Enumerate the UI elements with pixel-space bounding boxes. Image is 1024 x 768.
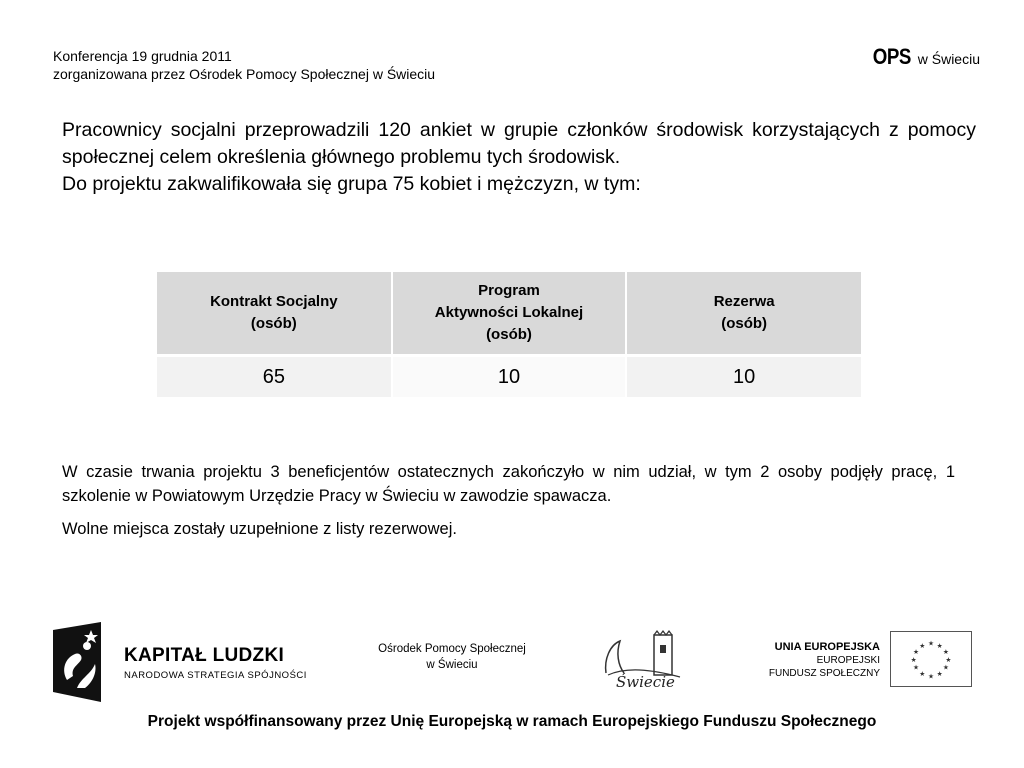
kapital-ludzki-title: KAPITAŁ LUDZKI (124, 645, 285, 666)
intro-paragraph-2: Do projektu zakwalifikowała się grupa 75 kobiet i mężczyzn, w tym: (62, 173, 641, 195)
svg-text:★: ★ (927, 639, 935, 648)
ops-footer-label (360, 641, 544, 673)
svg-text:★: ★ (913, 648, 920, 657)
header-rezerwa: Rezerwa (osób) (626, 272, 861, 356)
value-program-aktywnosci: 10 (392, 356, 627, 398)
ops-brand-place: w Świeciu (917, 51, 980, 67)
svg-text:★: ★ (919, 669, 926, 678)
eu-line-1: UNIA EUROPEJSKA (774, 641, 880, 653)
svg-text:★: ★ (936, 669, 943, 678)
kapital-ludzki-logo-icon (49, 620, 105, 702)
footer-logos (0, 615, 1024, 705)
table-header-row (157, 272, 861, 356)
value-rezerwa: 10 (626, 356, 861, 398)
eu-line-2: EUROPEJSKI (816, 655, 880, 666)
conference-header (53, 47, 435, 83)
ops-footer-line2: w Świeciu (426, 659, 478, 671)
ops-footer-line1: Ośrodek Pomocy Społecznej (378, 643, 526, 655)
svg-text:★: ★ (942, 663, 949, 672)
eu-label (760, 641, 880, 680)
cofinance-statement: Projekt współfinansowany przez Unię Europejską w ramach Europejskiego Funduszu Społecznego (147, 713, 877, 730)
conference-organizer: zorganizowana przez Ośrodek Pomocy Społecznej w Świeciu (53, 66, 436, 82)
outcome-paragraph-2: Wolne miejsca zostały uzupełnione z listy rezerwowej. (62, 520, 457, 538)
value-kontrakt-socjalny: 65 (157, 356, 392, 398)
conference-date: Konferencja 19 grudnia 2011 (53, 48, 232, 64)
outcome-paragraph-1: W czasie trwania projektu 3 beneficjentów ostatecznych zakończyło w nim udział, w tym 2 osoby podjęły pracę, 1 szkolenie w Powiatowym Urzędzie Pracy w Świeciu w zawodzie spawacza. (62, 463, 955, 505)
svg-text:★: ★ (910, 655, 917, 664)
svg-text:★: ★ (945, 655, 952, 664)
ops-brand-main: OPS (873, 44, 912, 69)
svg-text:★: ★ (936, 641, 943, 650)
header-program-aktywnosci: Program Aktywności Lokalnej (osób) (392, 272, 627, 356)
outcome-text (62, 460, 955, 550)
eu-flag-icon (890, 631, 972, 687)
svg-text:★: ★ (942, 648, 949, 657)
svg-text:★: ★ (913, 663, 920, 672)
ops-brand (866, 44, 980, 70)
header-kontrakt-socjalny: Kontrakt Socjalny (osób) (157, 272, 392, 356)
participants-table (157, 272, 861, 397)
swiecie-crest-icon (600, 629, 686, 691)
eu-line-3: FUNDUSZ SPOŁECZNY (768, 668, 880, 679)
svg-text:★: ★ (927, 672, 935, 681)
kapital-ludzki-subtitle: NARODOWA STRATEGIA SPÓJNOŚCI (124, 670, 307, 681)
table-row (157, 356, 861, 398)
svg-text:★: ★ (919, 641, 926, 650)
crest-label: Świecie (616, 673, 675, 691)
intro-text (62, 117, 976, 198)
intro-paragraph-1: Pracownicy socjalni przeprowadzili 120 ankiet w grupie członków środowisk korzystających z pomocy społecznej celem określenia głównego problemu tych środowisk. (62, 119, 976, 168)
